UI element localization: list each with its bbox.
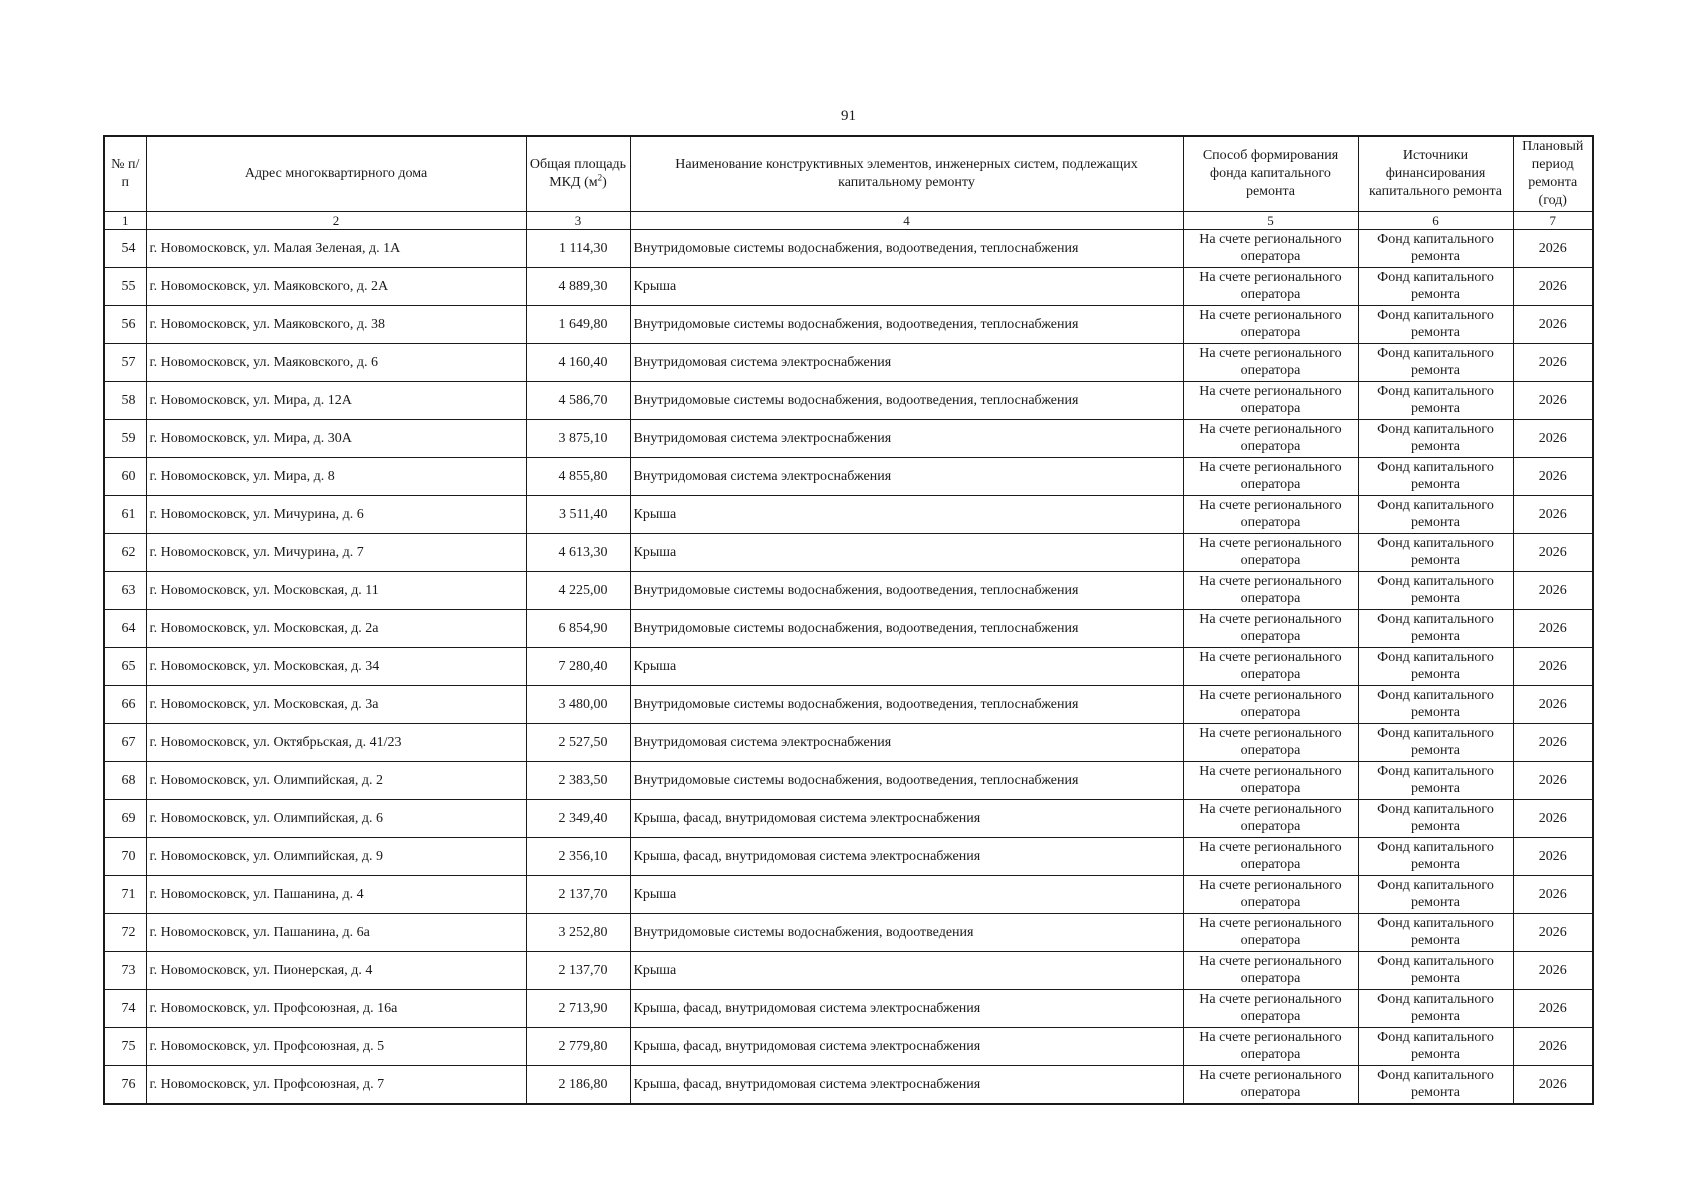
cell-year: 2026 xyxy=(1513,990,1593,1028)
cell-method: На счете регионального оператора xyxy=(1183,876,1358,914)
cell-year: 2026 xyxy=(1513,572,1593,610)
cell-elements: Крыша, фасад, внутридомовая система электроснабжения xyxy=(630,838,1183,876)
table-row xyxy=(104,344,1593,382)
cell-row-number: 64 xyxy=(104,610,146,648)
cell-area: 2 356,10 xyxy=(526,838,630,876)
cell-row-number: 63 xyxy=(104,572,146,610)
cell-address: г. Новомосковск, ул. Московская, д. 34 xyxy=(146,648,526,686)
cell-elements: Внутридомовые системы водоснабжения, водоотведения, теплоснабжения xyxy=(630,382,1183,420)
cell-method: На счете регионального оператора xyxy=(1183,952,1358,990)
cell-source: Фонд капитального ремонта xyxy=(1358,876,1513,914)
cell-address: г. Новомосковск, ул. Маяковского, д. 38 xyxy=(146,306,526,344)
table-row xyxy=(104,534,1593,572)
cell-method: На счете регионального оператора xyxy=(1183,268,1358,306)
cell-row-number: 61 xyxy=(104,496,146,534)
cell-address: г. Новомосковск, ул. Мичурина, д. 6 xyxy=(146,496,526,534)
cell-area: 4 889,30 xyxy=(526,268,630,306)
cell-year: 2026 xyxy=(1513,838,1593,876)
table-body xyxy=(104,230,1593,1105)
cell-year: 2026 xyxy=(1513,648,1593,686)
cell-source: Фонд капитального ремонта xyxy=(1358,952,1513,990)
cell-area: 3 252,80 xyxy=(526,914,630,952)
cell-source: Фонд капитального ремонта xyxy=(1358,686,1513,724)
cell-row-number: 56 xyxy=(104,306,146,344)
table-row xyxy=(104,724,1593,762)
cell-area: 6 854,90 xyxy=(526,610,630,648)
cell-row-number: 71 xyxy=(104,876,146,914)
cell-year: 2026 xyxy=(1513,458,1593,496)
cell-elements: Крыша, фасад, внутридомовая система электроснабжения xyxy=(630,1028,1183,1066)
cell-source: Фонд капитального ремонта xyxy=(1358,724,1513,762)
cell-elements: Крыша, фасад, внутридомовая система электроснабжения xyxy=(630,800,1183,838)
cell-elements: Крыша xyxy=(630,952,1183,990)
cell-row-number: 75 xyxy=(104,1028,146,1066)
cell-year: 2026 xyxy=(1513,534,1593,572)
header-area-close: ) xyxy=(602,175,607,190)
cell-source: Фонд капитального ремонта xyxy=(1358,458,1513,496)
cell-year: 2026 xyxy=(1513,1028,1593,1066)
header-row-number: № п/п xyxy=(104,136,146,212)
table-row xyxy=(104,686,1593,724)
cell-source: Фонд капитального ремонта xyxy=(1358,648,1513,686)
cell-address: г. Новомосковск, ул. Пашанина, д. 4 xyxy=(146,876,526,914)
table-row xyxy=(104,952,1593,990)
cell-address: г. Новомосковск, ул. Мира, д. 12А xyxy=(146,382,526,420)
cell-address: г. Новомосковск, ул. Пашанина, д. 6а xyxy=(146,914,526,952)
cell-source: Фонд капитального ремонта xyxy=(1358,610,1513,648)
header-area-unit-sup: 2 xyxy=(597,172,603,183)
table-row xyxy=(104,990,1593,1028)
cell-source: Фонд капитального ремонта xyxy=(1358,762,1513,800)
cell-address: г. Новомосковск, ул. Октябрьская, д. 41/23 xyxy=(146,724,526,762)
column-number: 5 xyxy=(1183,212,1358,230)
cell-address: г. Новомосковск, ул. Мира, д. 30А xyxy=(146,420,526,458)
table-header xyxy=(104,136,1593,230)
table-row xyxy=(104,762,1593,800)
cell-source: Фонд капитального ремонта xyxy=(1358,306,1513,344)
cell-year: 2026 xyxy=(1513,876,1593,914)
header-area xyxy=(526,136,630,212)
header-area-label: Общая площадь МКД (м xyxy=(529,157,627,190)
cell-area: 1 114,30 xyxy=(526,230,630,268)
cell-area: 4 225,00 xyxy=(526,572,630,610)
cell-elements: Внутридомовая система электроснабжения xyxy=(630,420,1183,458)
cell-year: 2026 xyxy=(1513,344,1593,382)
cell-area: 2 349,40 xyxy=(526,800,630,838)
cell-method: На счете регионального оператора xyxy=(1183,230,1358,268)
cell-row-number: 70 xyxy=(104,838,146,876)
cell-address: г. Новомосковск, ул. Маяковского, д. 2А xyxy=(146,268,526,306)
cell-source: Фонд капитального ремонта xyxy=(1358,1066,1513,1105)
column-number-row xyxy=(104,212,1593,230)
cell-address: г. Новомосковск, ул. Пионерская, д. 4 xyxy=(146,952,526,990)
cell-year: 2026 xyxy=(1513,800,1593,838)
table-row xyxy=(104,382,1593,420)
cell-source: Фонд капитального ремонта xyxy=(1358,838,1513,876)
cell-address: г. Новомосковск, ул. Маяковского, д. 6 xyxy=(146,344,526,382)
cell-source: Фонд капитального ремонта xyxy=(1358,230,1513,268)
cell-address: г. Новомосковск, ул. Олимпийская, д. 6 xyxy=(146,800,526,838)
cell-row-number: 68 xyxy=(104,762,146,800)
cell-row-number: 67 xyxy=(104,724,146,762)
table-row xyxy=(104,230,1593,268)
cell-source: Фонд капитального ремонта xyxy=(1358,1028,1513,1066)
cell-source: Фонд капитального ремонта xyxy=(1358,572,1513,610)
cell-address: г. Новомосковск, ул. Профсоюзная, д. 7 xyxy=(146,1066,526,1105)
cell-elements: Внутридомовые системы водоснабжения, водоотведения, теплоснабжения xyxy=(630,686,1183,724)
cell-row-number: 59 xyxy=(104,420,146,458)
cell-elements: Крыша, фасад, внутридомовая система электроснабжения xyxy=(630,990,1183,1028)
cell-method: На счете регионального оператора xyxy=(1183,648,1358,686)
column-number: 7 xyxy=(1513,212,1593,230)
cell-source: Фонд капитального ремонта xyxy=(1358,800,1513,838)
cell-row-number: 73 xyxy=(104,952,146,990)
cell-method: На счете регионального оператора xyxy=(1183,496,1358,534)
header-method: Способ формирования фонда капитального ремонта xyxy=(1183,136,1358,212)
cell-address: г. Новомосковск, ул. Мичурина, д. 7 xyxy=(146,534,526,572)
table-row xyxy=(104,914,1593,952)
cell-elements: Крыша xyxy=(630,876,1183,914)
cell-address: г. Новомосковск, ул. Малая Зеленая, д. 1А xyxy=(146,230,526,268)
header-address: Адрес многоквартирного дома xyxy=(146,136,526,212)
cell-row-number: 57 xyxy=(104,344,146,382)
cell-elements: Внутридомовые системы водоснабжения, водоотведения, теплоснабжения xyxy=(630,610,1183,648)
cell-address: г. Новомосковск, ул. Олимпийская, д. 9 xyxy=(146,838,526,876)
cell-year: 2026 xyxy=(1513,914,1593,952)
header-period: Плановый период ремонта (год) xyxy=(1513,136,1593,212)
cell-year: 2026 xyxy=(1513,420,1593,458)
cell-year: 2026 xyxy=(1513,306,1593,344)
header-source: Источники финансирования капитального ремонта xyxy=(1358,136,1513,212)
cell-method: На счете регионального оператора xyxy=(1183,838,1358,876)
cell-year: 2026 xyxy=(1513,268,1593,306)
cell-year: 2026 xyxy=(1513,610,1593,648)
cell-row-number: 60 xyxy=(104,458,146,496)
cell-year: 2026 xyxy=(1513,230,1593,268)
cell-area: 4 160,40 xyxy=(526,344,630,382)
table-row xyxy=(104,268,1593,306)
cell-method: На счете регионального оператора xyxy=(1183,1066,1358,1105)
cell-address: г. Новомосковск, ул. Профсоюзная, д. 16а xyxy=(146,990,526,1028)
table-row xyxy=(104,496,1593,534)
table-row xyxy=(104,838,1593,876)
table-row xyxy=(104,648,1593,686)
cell-elements: Крыша xyxy=(630,534,1183,572)
cell-method: На счете регионального оператора xyxy=(1183,724,1358,762)
cell-elements: Внутридомовая система электроснабжения xyxy=(630,458,1183,496)
cell-year: 2026 xyxy=(1513,496,1593,534)
table-row xyxy=(104,876,1593,914)
cell-source: Фонд капитального ремонта xyxy=(1358,496,1513,534)
cell-row-number: 72 xyxy=(104,914,146,952)
cell-area: 4 855,80 xyxy=(526,458,630,496)
cell-address: г. Новомосковск, ул. Олимпийская, д. 2 xyxy=(146,762,526,800)
cell-elements: Внутридомовые системы водоснабжения, водоотведения, теплоснабжения xyxy=(630,230,1183,268)
cell-year: 2026 xyxy=(1513,382,1593,420)
cell-row-number: 62 xyxy=(104,534,146,572)
cell-method: На счете регионального оператора xyxy=(1183,306,1358,344)
table-row xyxy=(104,610,1593,648)
cell-method: На счете регионального оператора xyxy=(1183,762,1358,800)
page-number: 91 xyxy=(841,108,856,124)
cell-elements: Крыша, фасад, внутридомовая система электроснабжения xyxy=(630,1066,1183,1105)
cell-address: г. Новомосковск, ул. Мира, д. 8 xyxy=(146,458,526,496)
cell-address: г. Новомосковск, ул. Московская, д. 2а xyxy=(146,610,526,648)
cell-area: 2 383,50 xyxy=(526,762,630,800)
column-number: 6 xyxy=(1358,212,1513,230)
cell-row-number: 55 xyxy=(104,268,146,306)
cell-method: На счете регионального оператора xyxy=(1183,458,1358,496)
cell-address: г. Новомосковск, ул. Профсоюзная, д. 5 xyxy=(146,1028,526,1066)
cell-elements: Крыша xyxy=(630,268,1183,306)
cell-area: 3 480,00 xyxy=(526,686,630,724)
table-row xyxy=(104,458,1593,496)
cell-row-number: 66 xyxy=(104,686,146,724)
table-row xyxy=(104,306,1593,344)
cell-elements: Внутридомовая система электроснабжения xyxy=(630,344,1183,382)
cell-area: 2 527,50 xyxy=(526,724,630,762)
cell-method: На счете регионального оператора xyxy=(1183,534,1358,572)
cell-elements: Внутридомовые системы водоснабжения, водоотведения, теплоснабжения xyxy=(630,306,1183,344)
header-elements: Наименование конструктивных элементов, инженерных систем, подлежащих капитальному ремонту xyxy=(630,136,1183,212)
column-number: 2 xyxy=(146,212,526,230)
cell-method: На счете регионального оператора xyxy=(1183,1028,1358,1066)
cell-source: Фонд капитального ремонта xyxy=(1358,990,1513,1028)
table-row xyxy=(104,572,1593,610)
cell-address: г. Новомосковск, ул. Московская, д. 3а xyxy=(146,686,526,724)
cell-area: 4 613,30 xyxy=(526,534,630,572)
capital-repair-table xyxy=(103,135,1594,1105)
cell-year: 2026 xyxy=(1513,1066,1593,1105)
table-row xyxy=(104,1066,1593,1105)
cell-source: Фонд капитального ремонта xyxy=(1358,420,1513,458)
cell-method: На счете регионального оператора xyxy=(1183,344,1358,382)
cell-source: Фонд капитального ремонта xyxy=(1358,344,1513,382)
cell-method: На счете регионального оператора xyxy=(1183,420,1358,458)
column-number: 1 xyxy=(104,212,146,230)
column-number: 3 xyxy=(526,212,630,230)
cell-row-number: 54 xyxy=(104,230,146,268)
cell-source: Фонд капитального ремонта xyxy=(1358,534,1513,572)
cell-source: Фонд капитального ремонта xyxy=(1358,914,1513,952)
table-row xyxy=(104,420,1593,458)
cell-area: 1 649,80 xyxy=(526,306,630,344)
cell-elements: Внутридомовые системы водоснабжения, водоотведения, теплоснабжения xyxy=(630,762,1183,800)
cell-area: 2 137,70 xyxy=(526,952,630,990)
cell-row-number: 74 xyxy=(104,990,146,1028)
cell-elements: Крыша xyxy=(630,648,1183,686)
cell-year: 2026 xyxy=(1513,762,1593,800)
cell-area: 2 779,80 xyxy=(526,1028,630,1066)
cell-method: На счете регионального оператора xyxy=(1183,800,1358,838)
cell-area: 7 280,40 xyxy=(526,648,630,686)
cell-year: 2026 xyxy=(1513,724,1593,762)
cell-elements: Крыша xyxy=(630,496,1183,534)
cell-area: 2 713,90 xyxy=(526,990,630,1028)
table-row xyxy=(104,1028,1593,1066)
cell-elements: Внутридомовые системы водоснабжения, водоотведения, теплоснабжения xyxy=(630,572,1183,610)
cell-method: На счете регионального оператора xyxy=(1183,572,1358,610)
header-row xyxy=(104,136,1593,212)
cell-method: На счете регионального оператора xyxy=(1183,686,1358,724)
cell-area: 2 186,80 xyxy=(526,1066,630,1105)
cell-source: Фонд капитального ремонта xyxy=(1358,268,1513,306)
cell-area: 4 586,70 xyxy=(526,382,630,420)
cell-address: г. Новомосковск, ул. Московская, д. 11 xyxy=(146,572,526,610)
cell-method: На счете регионального оператора xyxy=(1183,914,1358,952)
cell-source: Фонд капитального ремонта xyxy=(1358,382,1513,420)
cell-year: 2026 xyxy=(1513,952,1593,990)
cell-row-number: 69 xyxy=(104,800,146,838)
table-row xyxy=(104,800,1593,838)
cell-method: На счете регионального оператора xyxy=(1183,610,1358,648)
cell-area: 3 875,10 xyxy=(526,420,630,458)
cell-elements: Внутридомовые системы водоснабжения, водоотведения xyxy=(630,914,1183,952)
cell-area: 2 137,70 xyxy=(526,876,630,914)
cell-year: 2026 xyxy=(1513,686,1593,724)
cell-row-number: 76 xyxy=(104,1066,146,1105)
cell-row-number: 58 xyxy=(104,382,146,420)
cell-method: На счете регионального оператора xyxy=(1183,990,1358,1028)
cell-elements: Внутридомовая система электроснабжения xyxy=(630,724,1183,762)
column-number: 4 xyxy=(630,212,1183,230)
cell-area: 3 511,40 xyxy=(526,496,630,534)
cell-row-number: 65 xyxy=(104,648,146,686)
cell-method: На счете регионального оператора xyxy=(1183,382,1358,420)
